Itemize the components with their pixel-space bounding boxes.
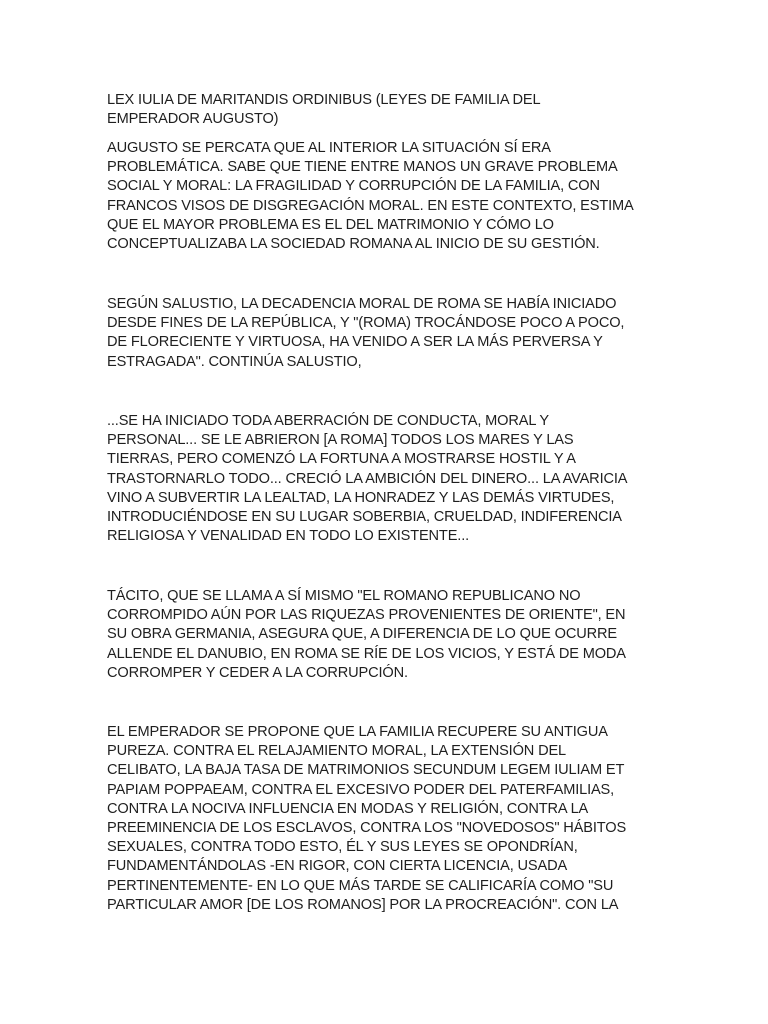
paragraph-line: TIERRAS, PERO COMENZÓ LA FORTUNA A MOSTRARSE HOSTIL Y A — [107, 451, 576, 468]
paragraph-salustio — [107, 295, 667, 372]
paragraph-line: FRANCOS VISOS DE DISGREGACIÓN MORAL. EN ESTE CONTEXTO, ESTIMA — [107, 197, 634, 214]
paragraph-line: INTRODUCIÉNDOSE EN SU LUGAR SOBERBIA, CRUELDAD, INDIFERENCIA — [107, 509, 622, 526]
paragraph-line: AUGUSTO SE PERCATA QUE AL INTERIOR LA SITUACIÓN SÍ ERA — [107, 140, 551, 156]
paragraph-augusto — [107, 139, 667, 254]
paragraph-line: PARTICULAR AMOR [DE LOS ROMANOS] POR LA PROCREACIÓN". CON LA — [107, 896, 619, 913]
paragraph-line: SOCIAL Y MORAL: LA FRAGILIDAD Y CORRUPCIÓN DE LA FAMILIA, CON — [107, 178, 600, 195]
paragraph-line: PREEMINENCIA DE LOS ESCLAVOS, CONTRA LOS "NOVEDOSOS" HÁBITOS — [107, 820, 627, 837]
paragraph-line: SEGÚN SALUSTIO, LA DECADENCIA MORAL DE ROMA SE HABÍA INICIADO — [107, 296, 617, 312]
paragraph-line: CELIBATO, LA BAJA TASA DE MATRIMONIOS SECUNDUM LEGEM IULIAM ET — [107, 762, 625, 779]
paragraph-line: CORROMPER Y CEDER A LA CORRUPCIÓN. — [107, 664, 408, 681]
paragraph-line: CORROMPIDO AÚN POR LAS RIQUEZAS PROVENIENTES DE ORIENTE", EN — [107, 607, 626, 624]
title-line: EMPERADOR AUGUSTO) — [107, 111, 279, 128]
paragraph-line: DESDE FINES DE LA REPÚBLICA, Y "(ROMA) TROCÁNDOSE POCO A POCO, — [107, 315, 625, 332]
paragraph-line: ALLENDE EL DANUBIO, EN ROMA SE RÍE DE LOS VICIOS, Y ESTÁ DE MODA — [107, 645, 626, 662]
paragraph-line: CONCEPTUALIZABA LA SOCIEDAD ROMANA AL INICIO DE SU GESTIÓN. — [107, 236, 600, 253]
paragraph-line: DE FLORECIENTE Y VIRTUOSA, HA VENIDO A SER LA MÁS PERVERSA Y — [107, 334, 603, 351]
paragraph-line: SU OBRA GERMANIA, ASEGURA QUE, A DIFERENCIA DE LO QUE OCURRE — [107, 626, 618, 643]
paragraph-line: QUE EL MAYOR PROBLEMA ES EL DEL MATRIMONIO Y CÓMO LO — [107, 216, 554, 233]
paragraph-line: PROBLEMÁTICA. SABE QUE TIENE ENTRE MANOS UN GRAVE PROBLEMA — [107, 159, 618, 176]
paragraph-line: SEXUALES, CONTRA TODO ESTO, ÉL Y SUS LEYES SE OPONDRÍAN, — [107, 839, 578, 856]
paragraph-line: CONTRA LA NOCIVA INFLUENCIA EN MODAS Y RELIGIÓN, CONTRA LA — [107, 800, 589, 817]
paragraph-line: TÁCITO, QUE SE LLAMA A SÍ MISMO "EL ROMANO REPUBLICANO NO — [107, 588, 581, 604]
document-title — [107, 91, 667, 129]
paragraph-line: PAPIAM POPPAEAM, CONTRA EL EXCESIVO PODER DEL PATERFAMILIAS, — [107, 781, 615, 798]
paragraph-line: ESTRAGADA". CONTINÚA SALUSTIO, — [107, 353, 362, 370]
title-line: LEX IULIA DE MARITANDIS ORDINIBUS (LEYES DE FAMILIA DEL — [107, 92, 541, 108]
paragraph-emperador — [107, 723, 667, 915]
paragraph-line: RELIGIOSA Y VENALIDAD EN TODO LO EXISTENTE... — [107, 528, 469, 545]
paragraph-line: PERSONAL... SE LE ABRIERON [A ROMA] TODOS LOS MARES Y LAS — [107, 432, 574, 449]
paragraph-line: TRASTORNARLO TODO... CRECIÓ LA AMBICIÓN DEL DINERO... LA AVARICIA — [107, 470, 628, 487]
paragraph-quote — [107, 412, 667, 546]
paragraph-line: PERTINENTEMENTE- EN LO QUE MÁS TARDE SE CALIFICARÍA COMO "SU — [107, 877, 614, 894]
paragraph-line: PUREZA. CONTRA EL RELAJAMIENTO MORAL, LA EXTENSIÓN DEL — [107, 743, 567, 760]
paragraph-line: VINO A SUBVERTIR LA LEALTAD, LA HONRADEZ Y LAS DEMÁS VIRTUDES, — [107, 489, 615, 506]
paragraph-line: FUNDAMENTÁNDOLAS -EN RIGOR, CON CIERTA LICENCIA, USADA — [107, 858, 568, 875]
paragraph-tacito — [107, 587, 667, 683]
paragraph-line: EL EMPERADOR SE PROPONE QUE LA FAMILIA RECUPERE SU ANTIGUA — [107, 724, 608, 740]
paragraph-line: ...SE HA INICIADO TODA ABERRACIÓN DE CONDUCTA, MORAL Y — [107, 413, 549, 429]
